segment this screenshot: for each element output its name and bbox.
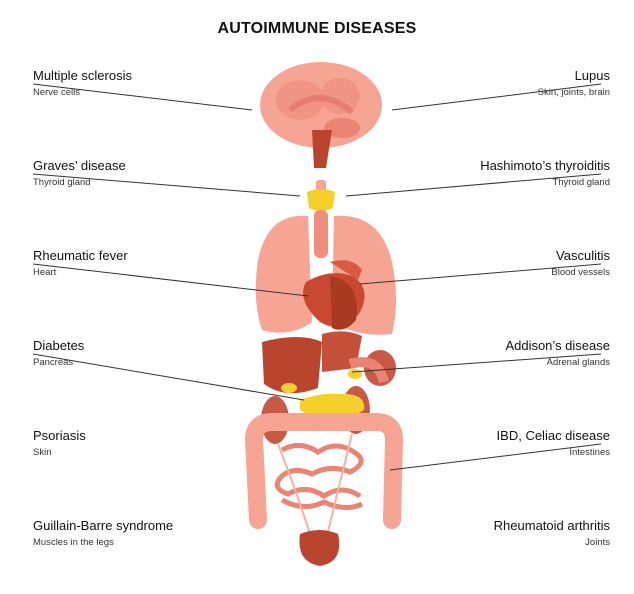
bladder-organ	[299, 530, 339, 566]
page-title: AUTOIMMUNE DISEASES	[217, 20, 417, 37]
affected-area: Adrenal glands	[546, 357, 610, 368]
disease-name: Multiple sclerosis	[33, 68, 132, 83]
disease-name: Rheumatoid arthritis	[493, 518, 610, 533]
affected-area: Nerve cells	[33, 87, 80, 98]
disease-name: Psoriasis	[33, 428, 86, 443]
label-diabetes	[33, 338, 263, 369]
label-guillain-barre	[33, 518, 263, 549]
label-ibd-celiac	[380, 428, 610, 459]
disease-name: IBD, Celiac disease	[496, 428, 610, 443]
liver-organ	[262, 331, 362, 393]
disease-name: Hashimoto’s thyroiditis	[480, 158, 610, 173]
disease-name: Guillain-Barre syndrome	[33, 518, 174, 533]
label-addisons	[380, 338, 610, 369]
affected-area: Skin	[33, 447, 52, 458]
label-graves-disease	[33, 158, 263, 189]
label-psoriasis	[33, 428, 263, 459]
affected-area: Joints	[585, 537, 610, 548]
affected-area: Thyroid gland	[552, 177, 610, 188]
disease-name: Graves’ disease	[33, 158, 126, 173]
affected-area: Intestines	[569, 447, 610, 458]
affected-area: Thyroid gland	[33, 177, 91, 188]
affected-area: Heart	[33, 267, 57, 278]
disease-name: Vasculitis	[556, 248, 610, 263]
label-rheumatic-fever	[33, 248, 263, 279]
label-lupus	[380, 68, 610, 99]
brain-organ	[260, 62, 382, 168]
affected-area: Blood vessels	[551, 267, 610, 278]
adrenal-gland	[348, 369, 362, 379]
adrenal-gland	[281, 383, 297, 393]
label-rheumatoid-arthritis	[380, 518, 610, 549]
disease-name: Addison’s disease	[505, 338, 610, 353]
small-intestine-organ	[277, 445, 361, 496]
label-hashimotos	[380, 158, 610, 189]
disease-name: Rheumatic fever	[33, 248, 128, 263]
pancreas-organ	[300, 394, 364, 417]
thyroid-organ	[307, 180, 335, 211]
label-vasculitis	[380, 248, 610, 279]
affected-area: Muscles in the legs	[33, 537, 114, 548]
disease-name: Diabetes	[33, 338, 85, 353]
disease-name: Lupus	[574, 68, 610, 83]
affected-area: Pancreas	[33, 357, 74, 368]
label-multiple-sclerosis	[33, 68, 263, 99]
affected-area: Skin, joints, brain	[537, 87, 610, 98]
